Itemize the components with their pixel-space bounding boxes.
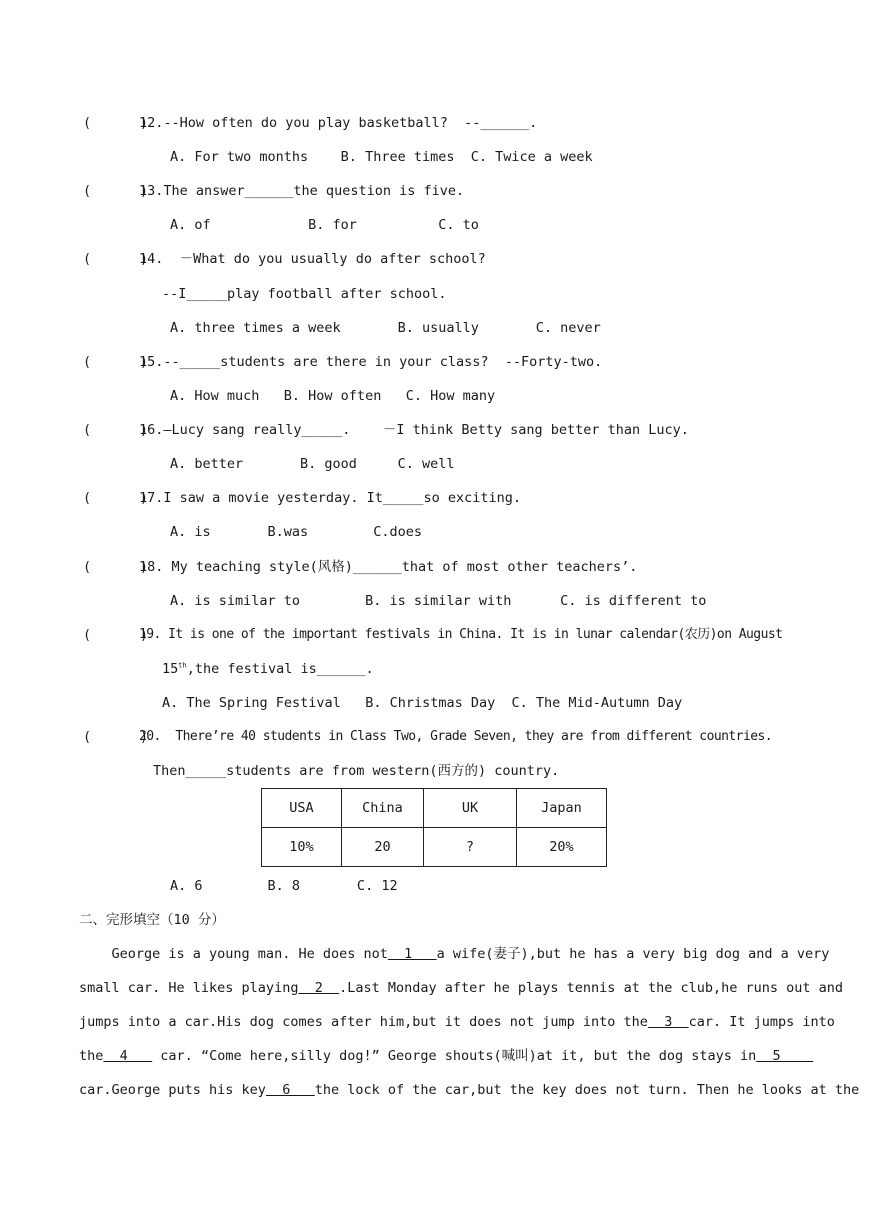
question-19-stem: 19. It is one of the important festivals in China. It is in lunar calendar(农历)on August — [139, 627, 783, 642]
passage-line-5: car.George puts his key 6 the lock of the car,but the key does not turn. Then he looks at the — [79, 1082, 860, 1098]
question-13-stem: 13.The answer______the question is five. — [139, 183, 465, 199]
section-title: 二、完形填空（10 分） — [79, 912, 225, 928]
question-18-stem: 18. My teaching style(风格)______that of most other teachers’. — [139, 559, 638, 575]
question-20-options: A. 6 B. 8 C. 12 — [170, 878, 398, 894]
table-header-cell: Japan — [517, 789, 607, 828]
question-17-options: A. is B.was C.does — [170, 524, 422, 540]
table-header-cell: UK — [424, 789, 517, 828]
blank-5[interactable]: 5 — [756, 1048, 814, 1064]
country-table — [261, 788, 607, 867]
blank-2[interactable]: 2 — [298, 980, 340, 996]
question-19-stem-line2: 15th,the festival is______. — [162, 661, 374, 677]
question-17-stem: 17.I saw a movie yesterday. It_____so exciting. — [139, 490, 522, 506]
blank-6[interactable]: 6 — [265, 1082, 315, 1098]
passage-line-3: jumps into a car.His dog comes after him,but it does not jump into the 3 car. It jumps into — [79, 1014, 835, 1030]
question-18-options: A. is similar to B. is similar with C. is different to — [170, 593, 707, 609]
table-header-cell: USA — [262, 789, 342, 828]
table-cell: ? — [424, 828, 517, 867]
blank-1[interactable]: 1 — [387, 946, 437, 962]
question-14-stem: 14. －What do you usually do after school? — [139, 251, 486, 267]
table-cell: 20% — [517, 828, 607, 867]
question-12-options: A. For two months B. Three times C. Twice a week — [170, 149, 593, 165]
table-header-cell: China — [342, 789, 424, 828]
question-20-stem: 20. There’re 40 students in Class Two, Grade Seven, they are from different countries. — [139, 729, 773, 744]
question-14-options: A. three times a week B. usually C. never — [170, 320, 601, 336]
passage-line-4: the 4 car. “Come here,silly dog!” George shouts(喊叫)at it, but the dog stays in 5 — [79, 1048, 814, 1064]
answer-paren-19[interactable]: ( ) — [83, 627, 149, 643]
question-15-stem: 15.--_____students are there in your class? --Forty-two. — [139, 354, 603, 370]
table-cell: 10% — [262, 828, 342, 867]
blank-3[interactable]: 3 — [647, 1014, 689, 1030]
question-15-options: A. How much B. How often C. How many — [170, 388, 496, 404]
question-12-stem: 12.--How often do you play basketball? --______. — [139, 115, 538, 131]
answer-paren-17[interactable]: ( ) — [83, 490, 149, 506]
question-16-stem: 16.—Lucy sang really_____. －I think Betty sang better than Lucy. — [139, 422, 689, 438]
question-16-options: A. better B. good C. well — [170, 456, 455, 472]
question-19-options: A. The Spring Festival B. Christmas Day C. The Mid-Autumn Day — [162, 695, 683, 711]
answer-paren-15[interactable]: ( ) — [83, 354, 149, 370]
question-14-stem-line2: --I_____play football after school. — [162, 286, 447, 302]
passage-line-1: George is a young man. He does not 1 a wife(妻子),but he has a very big dog and a very — [79, 946, 830, 962]
answer-paren-20[interactable]: ( ) — [83, 729, 149, 745]
question-20-stem-line2: Then_____students are from western(西方的) country. — [153, 763, 560, 779]
passage-line-2: small car. He likes playing 2 .Last Monday after he plays tennis at the club,he runs out and — [79, 980, 844, 996]
answer-paren-18[interactable]: ( ) — [83, 559, 149, 575]
answer-paren-12[interactable]: ( ) — [83, 115, 149, 131]
answer-paren-16[interactable]: ( ) — [83, 422, 149, 438]
blank-4[interactable]: 4 — [103, 1048, 153, 1064]
question-13-options: A. of B. for C. to — [170, 217, 479, 233]
answer-paren-13[interactable]: ( ) — [83, 183, 149, 199]
answer-paren-14[interactable]: ( ) — [83, 251, 149, 267]
table-cell: 20 — [342, 828, 424, 867]
